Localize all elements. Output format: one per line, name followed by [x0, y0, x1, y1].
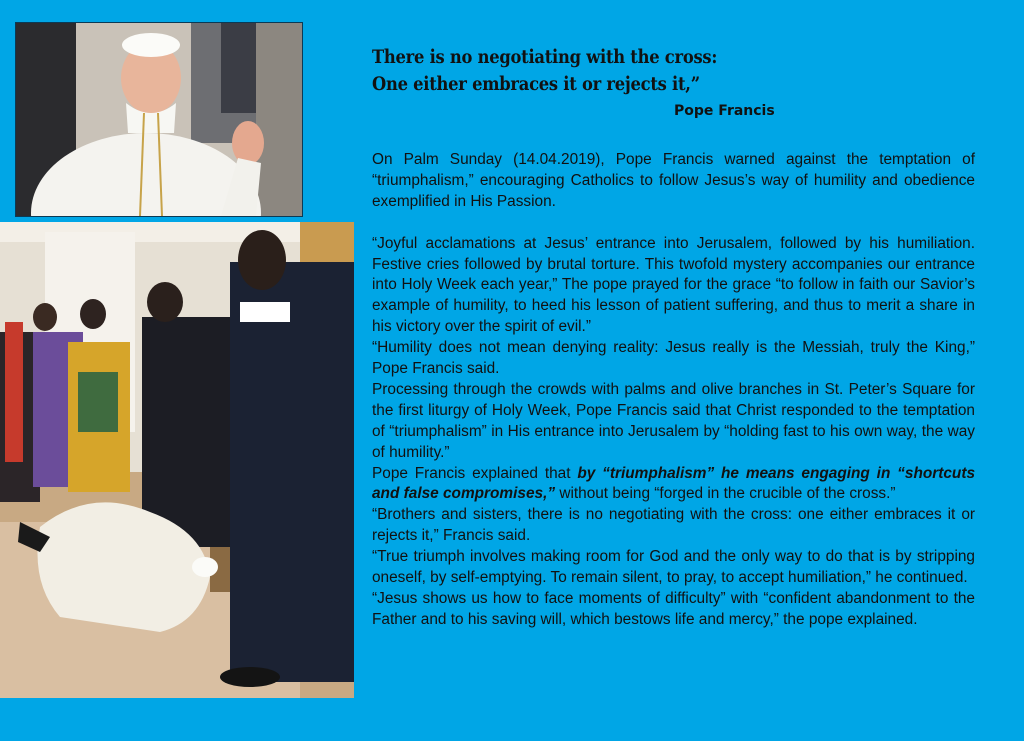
quote-author: Pope Francis [674, 103, 775, 119]
photo-pope-waving [15, 22, 303, 217]
paragraph-intro: On Palm Sunday (14.04.2019), Pope Francis warned against the temptation of “triumphalism,” encouraging Catholics to follow Jesus’s way of humility and obedience exemplified in His Passion. [372, 151, 975, 210]
photo-pope-kneeling-kissing-feet [0, 222, 354, 698]
quote-heading-line-2: One either embraces it or rejects it,” [372, 73, 700, 95]
paragraph-procession: Processing through the crowds with palms and olive branches in St. Peter’s Square for the first liturgy of Holy Week, Pope Francis said that Christ responded to the temptation of “triumphalism” in His entrance into Jerusalem by “holding fast to his own way, the way of humility.” [372, 380, 975, 461]
quote-heading-line-1: There is no negotiating with the cross: [372, 46, 718, 68]
paragraph-brothers-sisters: “Brothers and sisters, there is no negotiating with the cross: one either embraces it or rejects it,” Francis said. [372, 506, 975, 545]
paragraph-triumphalism-after: without being “forged in the crucible of the cross.” [555, 485, 896, 503]
paragraph-jesus-shows: “Jesus shows us how to face moments of difficulty” with “confident abandonment to the Father and to his saving will, which bestows life and mercy,” the pope explained. [372, 590, 975, 628]
paragraph-triumphalism [372, 464, 975, 506]
paragraph-triumphalism-emphasis: by “triumphalism” he means engaging in “shortcuts and false compromises,” [372, 464, 976, 503]
paragraph-acclamations: “Joyful acclamations at Jesus’ entrance into Jerusalem, followed by his humiliation. Festive cries followed by brutal torture. This twofold mystery accompanies our entrance into Holy Week each year,” The pope prayed for the grace “to follow in faith our Savior’s example of humility, to heed his lesson of patient suffering, and thus to merit a share in his victory over the spirit of evil.” [372, 234, 975, 336]
paragraph-true-triumph: “True triumph involves making room for God and the only way to do that is by stripping oneself, by self-emptying. To remain silent, to pray, to accept humiliation,” he continued. [372, 548, 975, 587]
photo-pope-kneeling-drawing [0, 222, 354, 698]
article-body [372, 150, 975, 631]
photo-pope-waving-drawing [16, 23, 302, 216]
quote-heading [372, 44, 733, 98]
paragraph-triumphalism-before: Pope Francis explained that [372, 464, 578, 482]
paragraph-humility: “Humility does not mean denying reality: Jesus really is the Messiah, truly the King,” Pope Francis said. [372, 339, 975, 378]
